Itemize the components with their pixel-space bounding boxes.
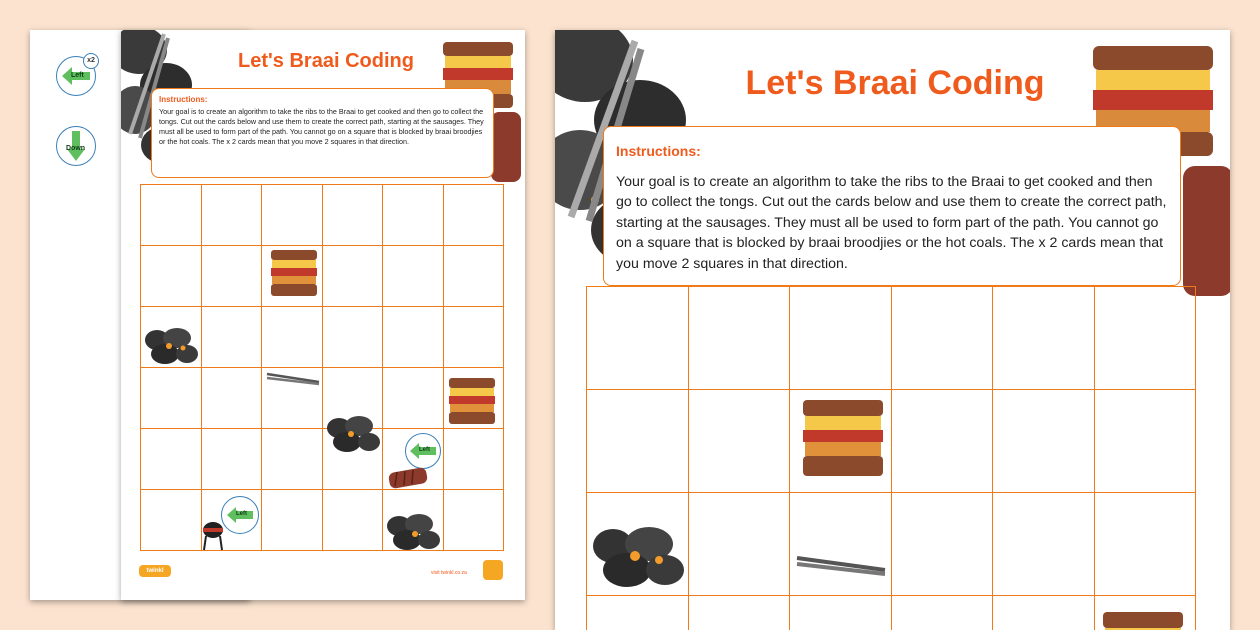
instructions-box <box>603 126 1181 286</box>
grid-cell <box>262 185 323 246</box>
left-card-on-grid[interactable] <box>221 496 259 534</box>
left-card-label: Left <box>236 511 247 517</box>
worksheet-thumbnail <box>121 30 525 600</box>
grid-cell <box>323 307 384 368</box>
braai-broodjie-icon <box>447 376 497 428</box>
grid-cell <box>689 390 791 493</box>
grid-cell <box>587 390 689 493</box>
page-title: Let's Braai Coding <box>238 50 414 72</box>
grid-cell <box>262 490 323 551</box>
grid-cell <box>383 185 444 246</box>
grid-cell <box>444 307 505 368</box>
grid-cell <box>323 490 384 551</box>
grid-cell <box>262 429 323 490</box>
grid-cell <box>790 493 892 596</box>
twinkl-badge-icon <box>483 560 503 580</box>
grid-cell <box>993 287 1095 390</box>
hot-coals-icon <box>385 512 441 552</box>
grid-cell <box>587 596 689 630</box>
grid-cell <box>141 185 202 246</box>
instructions-text: Your goal is to create an algorithm to take the ribs to the Braai to get cooked and then go to collect the tongs. Cut out the cards below and use them to create the correct path, starting at the sausages. They must all be used to form part of the path. You cannot go on a square that is blocked by braai broodjies or the hot coals. The x 2 cards mean that you move 2 squares in that direction. <box>159 107 484 146</box>
grid-cell <box>993 493 1095 596</box>
grid-cell <box>892 287 994 390</box>
instructions-heading: Instructions: <box>159 95 208 104</box>
grid-cell <box>689 287 791 390</box>
instructions-text: Your goal is to create an algorithm to take the ribs to the Braai to get cooked and then go to collect the tongs. Cut out the cards below and use them to create the correct path, starting at the sausages. They must all be used to form part of the path. You cannot go on a square that is blocked by braai broodjies or the hot coals. The x 2 cards mean that you move 2 squares in that direction. <box>616 173 1167 272</box>
grid-cell <box>141 368 202 429</box>
grid-cell <box>444 490 505 551</box>
grid-cell <box>202 246 263 307</box>
grid-cell <box>444 246 505 307</box>
grid-cell <box>993 596 1095 630</box>
grid-cell <box>790 287 892 390</box>
grid-cell <box>1095 390 1197 493</box>
grid-cell <box>323 246 384 307</box>
braai-grill-icon <box>201 520 225 552</box>
instructions-box <box>151 88 494 178</box>
left-card-label: Left <box>419 447 430 453</box>
instructions-heading: Instructions: <box>616 143 701 159</box>
grid-cell <box>993 390 1095 493</box>
grid-cell <box>383 246 444 307</box>
maze-grid <box>140 184 504 551</box>
grid-cell <box>383 368 444 429</box>
grid-cell <box>202 185 263 246</box>
hot-coals-icon <box>143 326 199 366</box>
left-card-label: Left <box>71 72 84 79</box>
hot-coals-icon <box>591 524 687 590</box>
grid-cell <box>383 307 444 368</box>
tongs-icon <box>265 368 321 388</box>
tongs-icon <box>795 550 887 580</box>
grid-cell <box>323 185 384 246</box>
grid-cell <box>892 596 994 630</box>
down-card[interactable] <box>56 126 96 166</box>
x2-badge: x2 <box>83 53 99 69</box>
grid-cell <box>141 429 202 490</box>
grid-cell <box>892 493 994 596</box>
grid-cell <box>202 429 263 490</box>
grid-cell <box>587 287 689 390</box>
page-title: Let's Braai Coding <box>745 64 1045 102</box>
grid-cell <box>444 429 505 490</box>
grid-cell <box>892 390 994 493</box>
footer-url: visit twinkl.co.za <box>431 570 467 576</box>
twinkl-logo: twinkl <box>139 565 171 577</box>
grid-cell <box>689 493 791 596</box>
grid-cell <box>444 185 505 246</box>
grid-cell <box>689 596 791 630</box>
worksheet-zoomed <box>555 30 1230 630</box>
left-x2-card[interactable] <box>56 56 96 96</box>
grid-cell <box>1095 493 1197 596</box>
hot-coals-icon <box>325 414 381 454</box>
grid-cell <box>790 596 892 630</box>
ribs-icon <box>387 464 429 490</box>
braai-broodjie-icon <box>801 398 885 482</box>
grid-cell <box>202 307 263 368</box>
braai-broodjie-icon <box>1101 610 1185 630</box>
down-card-label: Down <box>66 145 86 152</box>
grid-cell <box>1095 287 1197 390</box>
grid-cell <box>262 307 323 368</box>
grid-cell <box>141 490 202 551</box>
braai-broodjie-icon <box>269 248 319 300</box>
grid-cell <box>202 368 263 429</box>
grid-cell <box>141 246 202 307</box>
